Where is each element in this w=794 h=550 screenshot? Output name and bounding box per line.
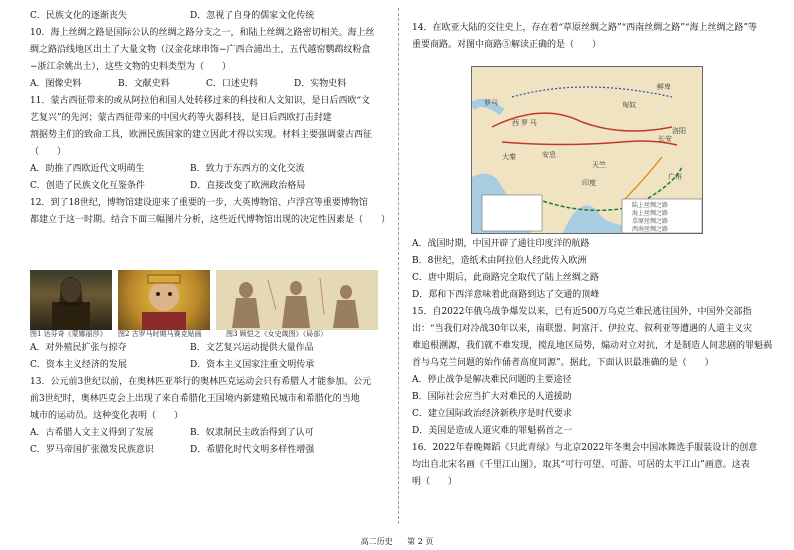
text-line: 10．海上丝绸之路是国际公认的丝绸之路分支之一，和陆上丝绸之路密切相关。海上丝 — [30, 28, 375, 38]
figure-caption: 图1 达芬奇《蒙娜丽莎》 — [30, 330, 107, 338]
map-legend-land: 陆上丝绸之路 — [632, 203, 669, 209]
text-line: C．创造了民族文化互鉴条件 — [30, 181, 145, 191]
text-line: A．古希腊人文主义得到了发展 — [30, 428, 154, 438]
text-line: 重要商路。对图中商路⑤解读正确的是（ ） — [412, 40, 602, 50]
map-legend-steppe: 草原丝绸之路 — [632, 219, 669, 225]
figure-caption: 图3 顾恺之《女史箴图》（局部） — [226, 330, 328, 338]
map-label-xiongnu: 匈奴 — [622, 102, 636, 109]
text-line: D．实物史料 — [294, 79, 347, 89]
text-line: 16．2022年春晚舞蹈《只此青绿》与北京2022年冬奥会中国冰舞选手服装设计的创意 — [412, 443, 758, 453]
text-line: C．资本主义经济的发展 — [30, 360, 127, 370]
text-line: （ ） — [30, 147, 67, 157]
text-line: D．美国是造成人道灾难的罪魁祸首之一 — [412, 426, 573, 436]
text-line: 艺复兴”的先河；蒙古西征带来的中国火药等火器科技，是日后西欧打击封建 — [30, 113, 332, 123]
text-line: C．罗马帝国扩张激发民族意识 — [30, 445, 154, 455]
mona-lisa-image — [30, 270, 112, 330]
text-line: B．致力于东西方的文化交流 — [190, 164, 305, 174]
text-line: 15．自2022年俄乌战争爆发以来，已有近500万乌克兰难民逃往国外，中国外交部指 — [412, 307, 752, 317]
map-label-luoyang: 洛阳 — [672, 128, 686, 135]
figure-caption: 图2 古罗马时期马赛克贴画 — [118, 330, 202, 338]
text-line: 12．到了18世纪，博物馆建设迎来了重要的一步，大英博物馆、卢浮宫等重要博物馆 — [30, 198, 368, 208]
page-footer — [0, 536, 794, 547]
text-line: −浙江余姚出土），这些文物的史料类型为（ ） — [30, 62, 232, 72]
text-line: 11．蒙古西征带来的或从阿拉伯和国人处转移过来的科技和人文知识，是日后西欧“文 — [30, 96, 371, 106]
text-line: B．文艺复兴运动提供大量作品 — [190, 343, 314, 353]
text-line: 割据势主们的致命工具，欧洲民族国家的建立因此才得以实现。材料主要强调蒙古西征 — [30, 130, 373, 140]
mosaic-image — [118, 270, 210, 330]
silk-road-map — [471, 66, 703, 234]
text-line: C．口述史料 — [206, 79, 258, 89]
text-line: B．文献史料 — [118, 79, 170, 89]
text-line: B．奴隶制民主政治得到了认可 — [190, 428, 314, 438]
text-line: D．资本主义国家注重文明传承 — [190, 360, 315, 370]
footer-subject: 高二历史 — [360, 537, 393, 546]
text-line: B．8世纪，造纸术由阿拉伯人经此传入欧洲 — [412, 256, 587, 266]
text-line: 难追根溯源，我们就不难发现，搅乱地区局势，煽动对立对抗，才是制造人间悲剧的罪魁祸 — [412, 341, 773, 351]
map-label-tianzhu: 天竺 — [592, 162, 606, 169]
text-line: 明（ ） — [412, 477, 458, 487]
column-divider — [398, 8, 399, 524]
map-label-guangzhou: 广州 — [668, 174, 682, 181]
map-label-anxi: 安息 — [542, 152, 556, 159]
text-line: C．民族文化的逐渐丧失 — [30, 11, 127, 21]
map-legend-sea: 海上丝绸之路 — [632, 211, 669, 217]
text-line: A．图像史料 — [30, 79, 82, 89]
text-line: 前3世纪时，奥林匹克会上出现了来自希腊化王国境内新建殖民城市和希腊化的当地 — [30, 394, 360, 404]
map-label-west-rome: 西 罗 马 — [512, 120, 537, 127]
text-line: 13．公元前3世纪以前，在奥林匹亚举行的奥林匹克运动会只有希腊人才能参加。公元 — [30, 377, 372, 387]
text-line: 14．在欧亚大陆的交往史上，存在着“草原丝绸之路”“西南丝绸之路”“海上丝绸之路”等 — [412, 23, 758, 33]
map-label-changan: 长安 — [658, 136, 672, 143]
text-line: C．建立国际政治经济新秩序是时代要求 — [412, 409, 572, 419]
text-line: A．对外殖民扩张与掠夺 — [30, 343, 127, 353]
text-line: 都建立于这一时期。结合下面三幅图片分析，这些近代博物馆出现的决定性因素是（ ） — [30, 215, 391, 225]
text-line: D．希腊化时代文明多样性增强 — [190, 445, 315, 455]
map-label-xianbei: 鲜卑 — [657, 84, 671, 91]
text-line: 均出自北宋名画《千里江山图》，取其“可行可望、可游、可居的太平江山”画意。这表 — [412, 460, 750, 470]
text-line: 首与乌克兰问题的始作俑者高度同源”。据此，下面认识最准确的是（ ） — [412, 358, 714, 368]
scroll-painting-image — [216, 270, 378, 330]
text-line: A．助推了西欧近代文明萌生 — [30, 164, 145, 174]
text-line: 绸之路沿线地区出土了大量文物（汉金花球串饰−广西合浦出土，五代越窑鹦鹉纹粉盒 — [30, 45, 371, 55]
text-line: B．国际社会应当扩大对难民的人道援助 — [412, 392, 572, 402]
text-line: D．忽视了自身的儒家文化传统 — [190, 11, 315, 21]
text-line: C．唐中期后，此商路完全取代了陆上丝绸之路 — [412, 273, 599, 283]
text-line: A．停止战争是解决难民问题的主要途径 — [412, 375, 572, 385]
footer-page-number: 第 2 页 — [407, 537, 434, 546]
text-line: A．战国时期，中国开辟了通往印度洋的航路 — [412, 239, 590, 249]
map-label-rome: 罗马 — [484, 100, 498, 107]
text-line: 城市的运动员。这种变化表明（ ） — [30, 411, 184, 421]
map-label-india: 印度 — [582, 180, 596, 187]
text-line: D．郑和下西洋意味着此商路到达了交通的顶峰 — [412, 290, 600, 300]
text-line: 出：“当我们对冷战30年以来，南联盟、阿富汗、伊拉克、叙利亚等遭遇的人道主义灾 — [412, 324, 753, 334]
map-legend-southwest: 西南丝绸之路 — [632, 227, 669, 233]
map-label-daqin: 大秦 — [502, 154, 516, 161]
text-line: D．直接改变了欧洲政治格局 — [190, 181, 306, 191]
